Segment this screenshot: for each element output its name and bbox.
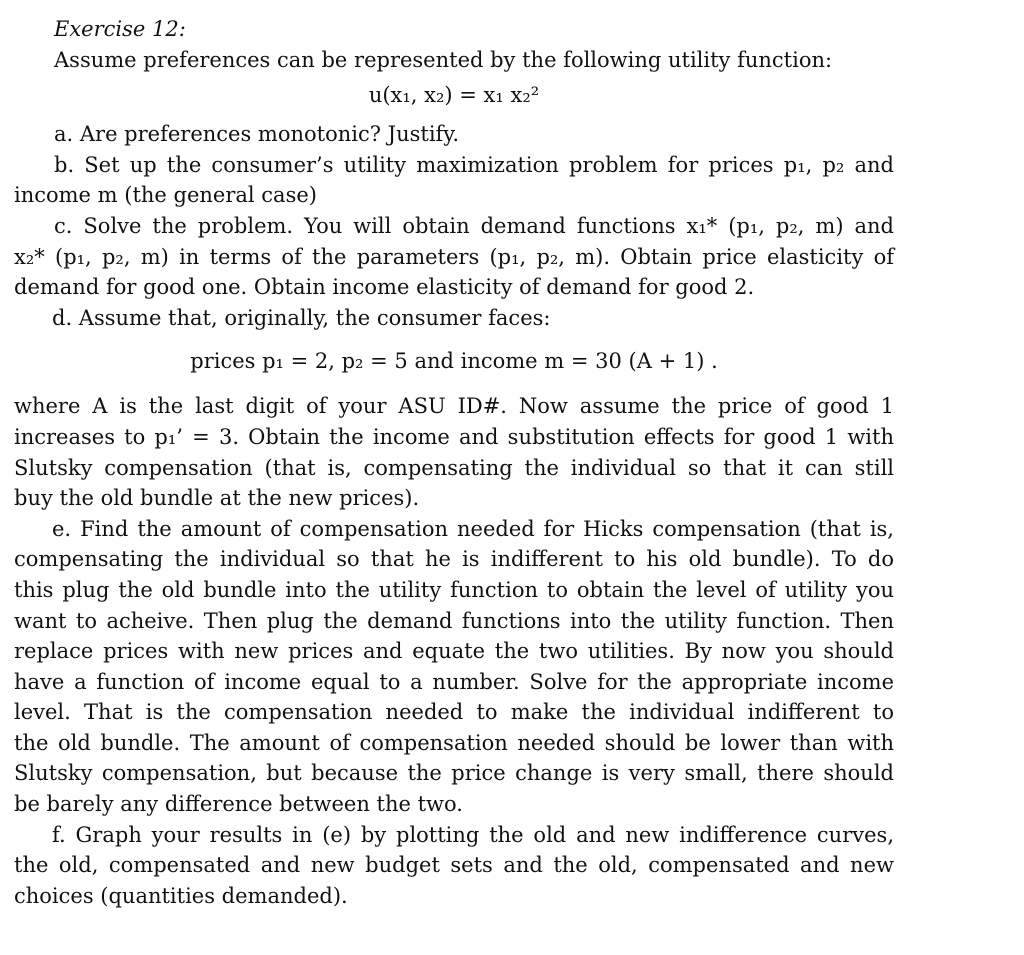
- part-e-line-4: want to acheive. Then plug the demand functions into the utility function. Then: [14, 608, 894, 633]
- part-f-line-1: f. Graph your results in (e) by plotting the old and new indifference curves,: [52, 822, 894, 847]
- part-d-line-1: d. Assume that, originally, the consumer faces:: [52, 305, 551, 330]
- part-e-line-2: compensating the individual so that he is indifferent to his old bundle). To do: [14, 547, 894, 572]
- exercise-document: [14, 14, 894, 911]
- utility-equation: u(x₁, x₂) = x₁ x₂²: [368, 83, 540, 108]
- part-e-line-9: Slutsky compensation, but because the price change is very small, there should: [14, 761, 894, 786]
- part-e-line-5: replace prices with new prices and equate the two utilities. By now you should: [14, 639, 894, 664]
- part-e-line-10: be barely any difference between the two.: [14, 792, 463, 817]
- part-e-line-6: have a function of income equal to a number. Solve for the appropriate income: [14, 669, 894, 694]
- part-e-line-3: this plug the old bundle into the utility function to obtain the level of utility you: [14, 577, 894, 602]
- exercise-intro: Assume preferences can be represented by the following utility function:: [54, 47, 833, 72]
- part-d-line-2: where A is the last digit of your ASU ID#. Now assume the price of good 1: [14, 394, 894, 419]
- part-d-line-5: buy the old bundle at the new prices).: [14, 486, 420, 511]
- part-e-line-1: e. Find the amount of compensation needed for Hicks compensation (that is,: [52, 516, 894, 541]
- exercise-title: Exercise 12:: [54, 17, 186, 41]
- part-f-line-3: choices (quantities demanded).: [14, 883, 348, 908]
- part-f-line-2: the old, compensated and new budget sets and the old, compensated and new: [14, 853, 894, 878]
- part-a: a. Are preferences monotonic? Justify.: [54, 122, 460, 147]
- part-c-line-3: demand for good one. Obtain income elasticity of demand for good 2.: [14, 275, 755, 300]
- part-b-line-2: income m (the general case): [14, 183, 317, 208]
- part-e-line-7: level. That is the compensation needed to make the individual indifferent to: [14, 700, 894, 725]
- part-d-line-3: increases to p₁’ = 3. Obtain the income and substitution effects for good 1 with: [14, 424, 894, 449]
- part-d-line-4: Slutsky compensation (that is, compensating the individual so that it can still: [14, 455, 894, 480]
- part-b-line-1: b. Set up the consumer’s utility maximization problem for prices p₁, p₂ and: [54, 152, 894, 177]
- part-e-line-8: the old bundle. The amount of compensation needed should be lower than with: [14, 730, 894, 755]
- part-c-line-2: x₂* (p₁, p₂, m) in terms of the parameters (p₁, p₂, m). Obtain price elasticity of: [14, 244, 894, 269]
- part-c-line-1: c. Solve the problem. You will obtain demand functions x₁* (p₁, p₂, m) and: [54, 213, 894, 238]
- prices-equation: prices p₁ = 2, p₂ = 5 and income m = 30 (A + 1) .: [190, 349, 718, 374]
